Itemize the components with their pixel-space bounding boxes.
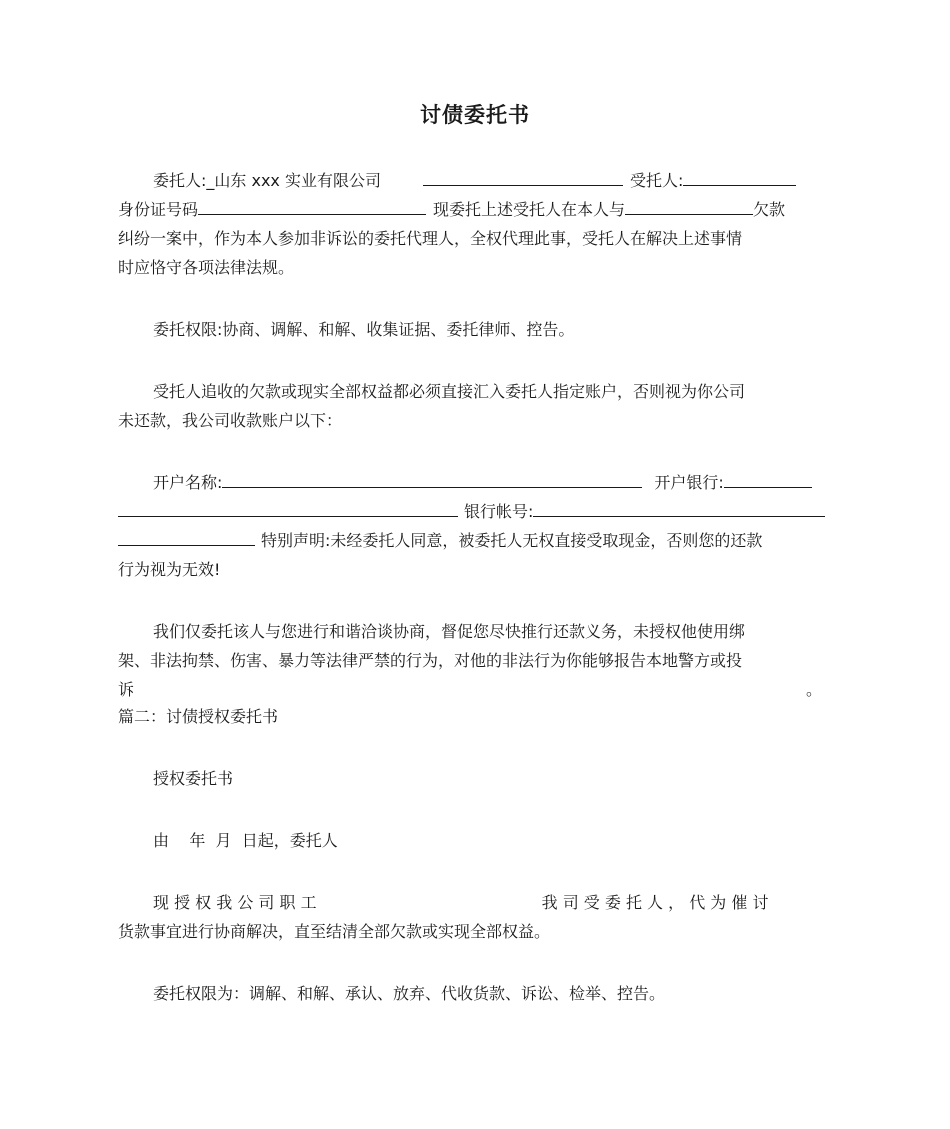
account-number-line [118,498,832,526]
section2-authorize-line [118,889,832,917]
principal-label: 委托人:_山东 xxx 实业有限公司 [153,171,381,190]
blank-field [423,167,623,186]
p5-line-3-text: 诉 [118,680,135,699]
agent-label: 受托人: [629,171,684,190]
section2-title: 授权委托书 [153,769,234,788]
bank-blank-cont [118,498,458,517]
principal-line [118,167,832,195]
p5-line-1: 我们仅委托该人与您进行和谐洽谈协商，督促您尽快推行还款义务，未授权他使用绑 [153,622,746,641]
account-name-label: 开户名称: [153,473,223,492]
debt-text: 欠款 [753,200,786,219]
account-name-blank [222,469,642,488]
authorize-text: 现 授 权 我 公 司 职 工 [153,893,317,912]
p1-line-3: 纠纷一案中，作为本人参加非诉讼的委托代理人，全权代理此事，受托人在解决上述事情 [118,229,743,248]
p5-line-3 [118,676,832,704]
id-blank [198,196,426,215]
p5-line-3-end: 。 [805,680,822,699]
authority-scope: 委托权限:协商、调解、和解、收集证据、委托律师、控告。 [153,320,575,339]
account-number-blank [533,498,825,517]
p4-line-4: 行为视为无效! [118,560,221,579]
entrusted-text: 我 司 受 委 托 人 ， 代 为 催 讨 [541,893,769,912]
p1-line-4: 时应恪守各项法律法规。 [118,258,295,277]
declaration-text: 特别声明:未经委托人同意，被委托人无权直接受取现金，否则您的还款 [261,531,763,550]
bank-label: 开户银行: [654,473,724,492]
section-heading: 篇二：讨债授权委托书 [118,707,279,726]
agent-blank [683,167,796,186]
declaration-line [118,527,832,555]
p3-line-1: 受托人追收的欠款或现实全部权益都必须直接汇入委托人指定账户，否则视为你公司 [153,382,746,401]
entrust-text: 现委托上述受托人在本人与 [433,200,626,219]
section2-date-line: 由 年 月 日起，委托人 [153,831,338,850]
section2-line-2: 货款事宜进行协商解决，直至结清全部欠款或实现全部权益。 [118,922,551,941]
document-title: 讨债委托书 [420,103,530,127]
section2-scope: 委托权限为：调解、和解、承认、放弃、代收货款、诉讼、检举、控告。 [153,984,666,1003]
bank-blank [724,469,812,488]
p5-line-2: 架、非法拘禁、伤害、暴力等法律严禁的行为，对他的非法行为你能够报告本地警方或投 [118,651,743,670]
p3-line-2: 未还款，我公司收款账户以下： [118,411,343,430]
debtor-blank [625,196,753,215]
id-line [118,196,832,224]
account-number-label: 银行帐号: [464,502,534,521]
id-label: 身份证号码 [118,200,199,219]
account-name-line [118,469,832,497]
account-number-blank-cont [118,527,255,546]
